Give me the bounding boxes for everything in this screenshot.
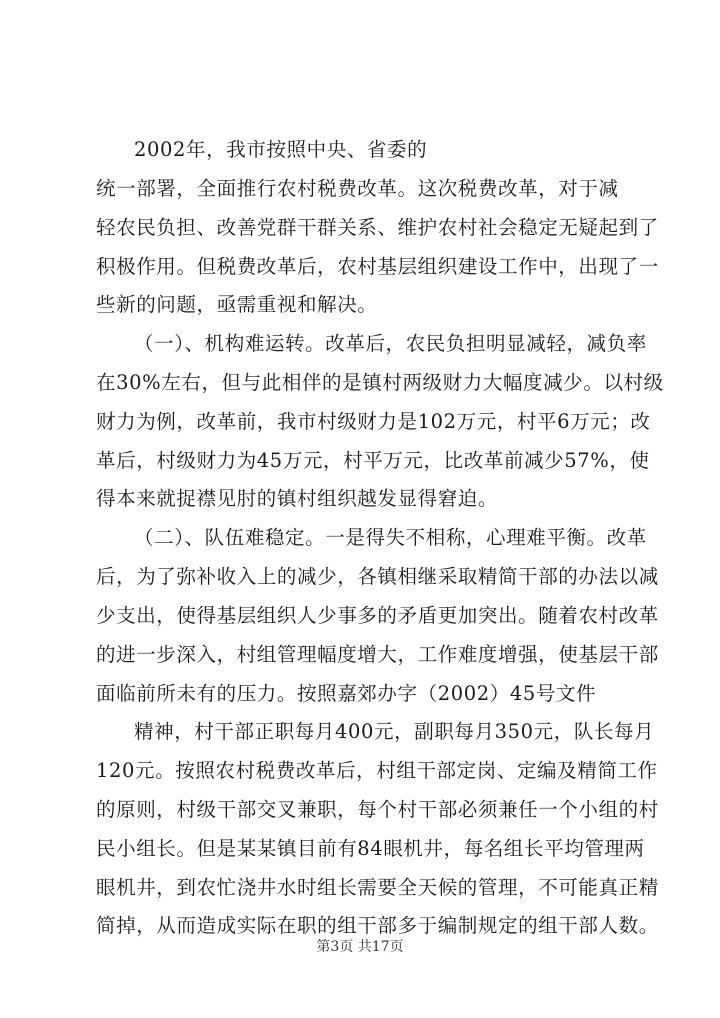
text-line: 轻农民负担、改善党群干群关系、维护农村社会稳定无疑起到了 xyxy=(96,216,659,239)
text-line: 些新的问题，亟需重视和解决。 xyxy=(96,293,378,316)
text-line: 后，为了弥补收入上的减少，各镇相继采取精简干部的办法以减 xyxy=(96,565,659,588)
text-line: 民小组长。但是某某镇目前有84眼机井，每名组长平均管理两 xyxy=(96,837,645,860)
text-line: 眼机井，到农忙浇井水时组长需要全天候的管理，不可能真正精 xyxy=(96,876,659,899)
text-line: （一）、机构难运转。改革后，农民负担明显减轻，减负率 xyxy=(134,332,647,355)
text-line: 财力为例，改革前，我市村级财力是102万元，村平6万元；改 xyxy=(96,410,651,433)
text-line: （二）、队伍难稳定。一是得失不相称，心理难平衡。改革 xyxy=(134,526,647,549)
text-line: 2002年，我市按照中央、省委的 xyxy=(134,138,428,161)
text-line: 革后，村级财力为45万元，村平万元，比改革前减少57%，使 xyxy=(96,449,650,472)
text-line: 精神，村干部正职每月400元，副职每月350元，队长每月 xyxy=(134,720,655,743)
text-line: 简掉，从而造成实际在职的组干部多于编制规定的组干部人数。 xyxy=(96,914,659,937)
text-line: 得本来就捉襟见肘的镇村组织越发显得窘迫。 xyxy=(96,487,499,510)
text-line: 在30%左右，但与此相伴的是镇村两级财力大幅度减少。以村级 xyxy=(96,371,664,394)
text-line: 120元。按照农村税费改革后，村组干部定岗、定编及精简工作 xyxy=(96,759,658,782)
text-line: 面临前所未有的压力。按照嘉郊办字（2002）45号文件 xyxy=(96,682,597,705)
text-line: 统一部署，全面推行农村税费改革。这次税费改革，对于减 xyxy=(96,177,619,200)
text-line: 积极作用。但税费改革后，农村基层组织建设工作中，出现了一 xyxy=(96,255,659,278)
page-number-footer: 第3页 共17页 xyxy=(316,939,404,955)
text-line: 的进一步深入，村组管理幅度增大，工作难度增强，使基层干部 xyxy=(96,643,659,666)
text-line: 少支出，使得基层组织人少事多的矛盾更加突出。随着农村改革 xyxy=(96,604,659,627)
text-line: 的原则，村级干部交叉兼职，每个村干部必须兼任一个小组的村 xyxy=(96,798,659,821)
